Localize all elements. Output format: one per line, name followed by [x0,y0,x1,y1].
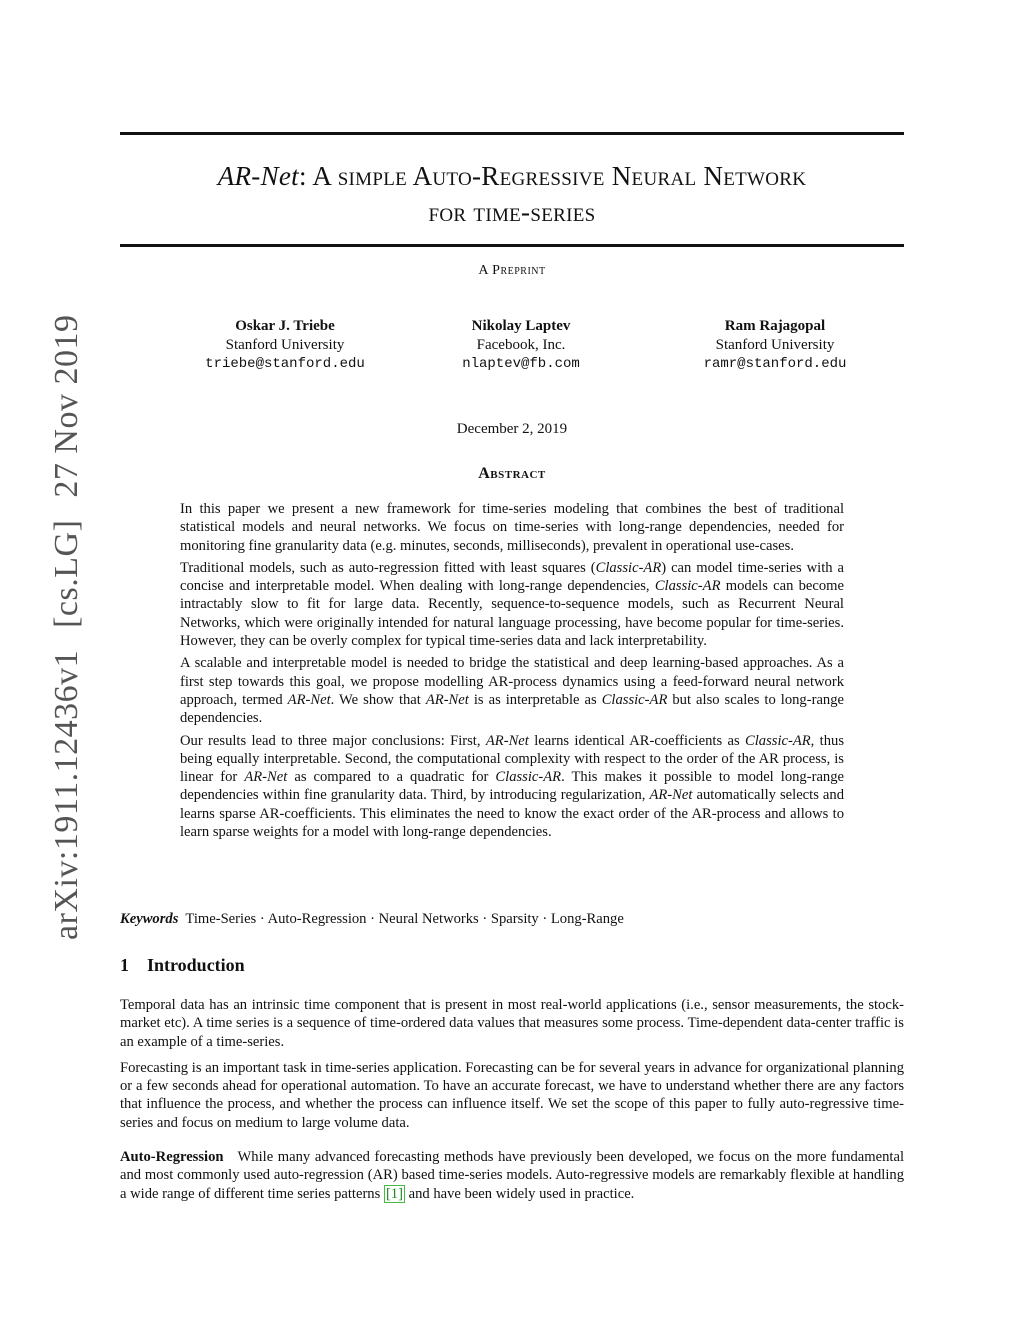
arxiv-sidebar-stamp [48,315,86,940]
abstract-body [180,500,844,845]
title-line1: : A simple Auto-Regressive Neural Network [298,161,807,191]
abstract-paragraph-4: Our results lead to three major conclusions: First, AR-Net learns identical AR-coefficients as Classic-AR, thus being equally interpretable. Second, the computational complexity with respect to the order of the AR process, is linear for AR-Net as compared to a quadratic for Classic-AR. This makes it possible to model long-range dependencies within fine granularity data. Third, by introducing regularization, AR-Net automatically selects and learns sparse AR-coefficients. This eliminates the need to know the exact order of the AR-process and allows to learn sparse weights for a model with long-range dependencies. [180,732,845,841]
citation-link[interactable]: [1] [385,1185,403,1202]
author-affiliation: Stanford University [715,337,835,353]
author-name: Oskar J. Triebe [235,318,335,334]
arxiv-date: 27 Nov 2019 [48,314,85,498]
abstract-paragraph-1: In this paper we present a new framework for time-series modeling that combines the best of traditional statistical models and neural networks. We focus on time-series with long-range dependencies, needed for monitoring fine granularity data (e.g. minutes, seconds, milliseconds), prevalent in operational use-cases. [180,501,844,554]
author-email[interactable]: triebe@stanford.edu [205,356,365,372]
arxiv-id: arXiv:1911.12436v1 [48,649,85,940]
abstract-paragraph-2: Traditional models, such as auto-regression fitted with least squares (Classic-AR) can model time-series with a concise and interpretable model. When dealing with long-range dependencies, Classic-AR models can become intractably slow to fit for large data. Recently, sequence-to-sequence models, such as Recurrent Neural Networks, which were originally intended for natural language processing, have become popular for time-series. However, they can be overly complex for typical time-series data and lack interpretability. [180,559,845,650]
author-1 [170,317,400,374]
abstract-paragraph-3: A scalable and interpretable model is needed to bridge the statistical and deep learning-based approaches. As a first step towards this goal, we propose modelling AR-process dynamics using a feed-forward neural network approach, termed AR-Net. We show that AR-Net is as interpretable as Classic-AR but also scales to long-range dependencies. [180,655,844,727]
preprint-label: A Preprint [478,263,546,278]
author-block [120,317,904,377]
section-number: 1 [120,955,129,975]
title-top-rule [120,132,904,135]
title-bottom-rule [120,244,904,247]
author-name: Nikolay Laptev [471,318,571,334]
title-model-name: AR-Net [217,161,299,191]
keywords-label: Keywords [120,911,179,927]
intro-paragraph-2: Forecasting is an important task in time-series application. Forecasting can be for several years in advance for organizational planning or a few seconds ahead for operational automation. To have an accurate forecast, we have to understand whether there are any factors that influence the process, and whether the process can influence itself. We set the scope of this paper to fully auto-regressive time-series and focus on medium to large volume data. [120,1059,904,1131]
section-body [120,996,904,1211]
author-email[interactable]: nlaptev@fb.com [462,356,580,372]
intro-paragraph-3: Auto-Regression While many advanced forecasting methods have previously been developed, we focus on the more fundamental and most commonly used auto-regression (AR) based time-series models. Auto-regressive models are remarkably flexible at handling a wide range of different time series patterns [1] and have been widely used in practice. [120,1149,904,1202]
abstract-heading: Abstract [478,465,546,482]
run-in-heading: Auto-Regression [120,1149,224,1166]
paper-title [120,158,904,230]
section-heading [120,955,245,976]
author-name: Ram Rajagopal [724,318,826,334]
section-title: Introduction [147,955,245,975]
paper-date: December 2, 2019 [456,421,568,437]
author-3 [660,317,890,374]
arxiv-category: [cs.LG] [48,519,85,628]
author-2 [406,317,636,374]
keywords-line [120,911,904,928]
author-email[interactable]: ramr@stanford.edu [703,356,847,372]
intro-paragraph-1: Temporal data has an intrinsic time component that is present in most real-world applications (i.e., sensor measurements, the stock-market etc). A time series is a sequence of time-ordered data values that measures some process. Time-dependent data-center traffic is an example of a time-series. [120,997,904,1050]
author-affiliation: Stanford University [225,337,345,353]
keywords-text: Time-Series · Auto-Regression · Neural Networks · Sparsity · Long-Range [185,911,624,927]
title-line2: for time-series [428,197,596,227]
author-affiliation: Facebook, Inc. [476,337,566,353]
